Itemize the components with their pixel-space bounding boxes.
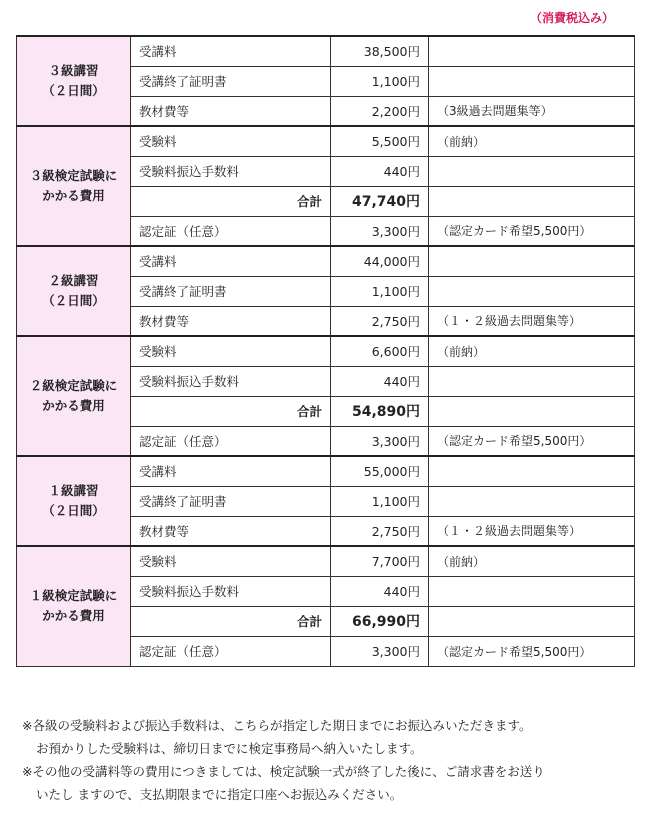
fee-item: 受講料 <box>131 36 331 66</box>
group-label-line: かかる費用 <box>42 398 105 413</box>
group-label-line: （２日間） <box>42 503 105 518</box>
fee-amount: 440円 <box>331 366 429 396</box>
group-label <box>17 456 131 546</box>
group-label <box>17 546 131 666</box>
fee-item: 受験料振込手数料 <box>131 156 331 186</box>
fee-item: 受験料 <box>131 126 331 156</box>
fee-note <box>429 36 635 66</box>
fee-amount: 2,750円 <box>331 516 429 546</box>
fee-item: 教材費等 <box>131 516 331 546</box>
total-amount: 66,990円 <box>331 606 429 636</box>
fee-amount: 440円 <box>331 156 429 186</box>
fee-item: 認定証（任意） <box>131 216 331 246</box>
fee-amount: 2,200円 <box>331 96 429 126</box>
fee-note <box>429 186 635 216</box>
fee-table <box>16 35 635 667</box>
fee-item: 教材費等 <box>131 96 331 126</box>
fee-amount: 44,000円 <box>331 246 429 276</box>
fee-note: （前納） <box>429 336 635 366</box>
fee-amount: 440円 <box>331 576 429 606</box>
group-label-line: （２日間） <box>42 293 105 308</box>
fee-item: 受験料 <box>131 336 331 366</box>
fee-note <box>429 246 635 276</box>
fee-amount: 2,750円 <box>331 306 429 336</box>
fee-note: （認定カード希望5,500円） <box>429 216 635 246</box>
fee-item: 認定証（任意） <box>131 426 331 456</box>
fee-note <box>429 576 635 606</box>
group-label <box>17 36 131 126</box>
fee-item: 受験料 <box>131 546 331 576</box>
fee-amount: 1,100円 <box>331 486 429 516</box>
group-label-line: かかる費用 <box>42 188 105 203</box>
fee-note: （認定カード希望5,500円） <box>429 636 635 666</box>
fee-amount: 55,000円 <box>331 456 429 486</box>
fee-note <box>429 66 635 96</box>
total-label: 合計 <box>131 186 331 216</box>
fee-note <box>429 396 635 426</box>
group-label-line: １級講習 <box>48 483 99 498</box>
fee-item: 受講終了証明書 <box>131 66 331 96</box>
footnote-line: ※その他の受講料等の費用につきましては、検定試験一式が終了した後に、ご請求書をお送り <box>22 764 545 779</box>
group-label-line: ２級検定試験に <box>29 378 118 393</box>
fee-amount: 1,100円 <box>331 276 429 306</box>
group-label-line: ３級検定試験に <box>29 168 118 183</box>
total-label: 合計 <box>131 396 331 426</box>
fee-row <box>17 246 635 276</box>
fee-note <box>429 156 635 186</box>
fee-note <box>429 276 635 306</box>
fee-item: 受講料 <box>131 456 331 486</box>
group-label <box>17 336 131 456</box>
fee-note: （3級過去問題集等） <box>429 96 635 126</box>
fee-note <box>429 606 635 636</box>
fee-amount: 5,500円 <box>331 126 429 156</box>
fee-note: （前納） <box>429 546 635 576</box>
fee-note: （認定カード希望5,500円） <box>429 426 635 456</box>
fee-note <box>429 456 635 486</box>
fee-note: （１・２級過去問題集等） <box>429 516 635 546</box>
group-label-line: １級検定試験に <box>29 588 118 604</box>
tax-included-note: （消費税込み） <box>529 11 614 25</box>
total-amount: 47,740円 <box>331 186 429 216</box>
fee-item: 受講終了証明書 <box>131 276 331 306</box>
fee-row <box>17 336 635 366</box>
fee-amount: 3,300円 <box>331 636 429 666</box>
group-label <box>17 246 131 336</box>
fee-item: 教材費等 <box>131 306 331 336</box>
fee-amount: 3,300円 <box>331 426 429 456</box>
fee-note <box>429 486 635 516</box>
fee-amount: 1,100円 <box>331 66 429 96</box>
fee-row <box>17 546 635 576</box>
footnote-line: お預かりした受験料は、締切日までに検定事務局へ納入いたします。 <box>36 741 423 756</box>
fee-amount: 7,700円 <box>331 546 429 576</box>
fee-item: 受講料 <box>131 246 331 276</box>
footnotes <box>22 714 632 806</box>
fee-item: 受験料振込手数料 <box>131 366 331 396</box>
group-label-line: （２日間） <box>42 83 105 98</box>
footnote-line: ※各級の受験料および振込手数料は、こちらが指定した期日までにお振込みいただきます。 <box>22 718 532 733</box>
footnote-line: いたし ますので、支払期限までに指定口座へお振込みください。 <box>36 787 403 802</box>
group-label <box>17 126 131 246</box>
fee-note: （前納） <box>429 126 635 156</box>
group-label-line: ２級講習 <box>48 273 99 288</box>
fee-item: 受験料振込手数料 <box>131 576 331 606</box>
total-label: 合計 <box>131 606 331 636</box>
fee-table-body <box>17 36 635 666</box>
group-label-line: かかる費用 <box>42 608 105 624</box>
fee-row <box>17 36 635 66</box>
fee-note <box>429 366 635 396</box>
fee-amount: 38,500円 <box>331 36 429 66</box>
fee-item: 認定証（任意） <box>131 636 331 666</box>
fee-row <box>17 126 635 156</box>
total-amount: 54,890円 <box>331 396 429 426</box>
fee-item: 受講終了証明書 <box>131 486 331 516</box>
fee-amount: 6,600円 <box>331 336 429 366</box>
fee-row <box>17 456 635 486</box>
fee-amount: 3,300円 <box>331 216 429 246</box>
fee-note: （１・２級過去問題集等） <box>429 306 635 336</box>
group-label-line: ３級講習 <box>48 63 99 78</box>
